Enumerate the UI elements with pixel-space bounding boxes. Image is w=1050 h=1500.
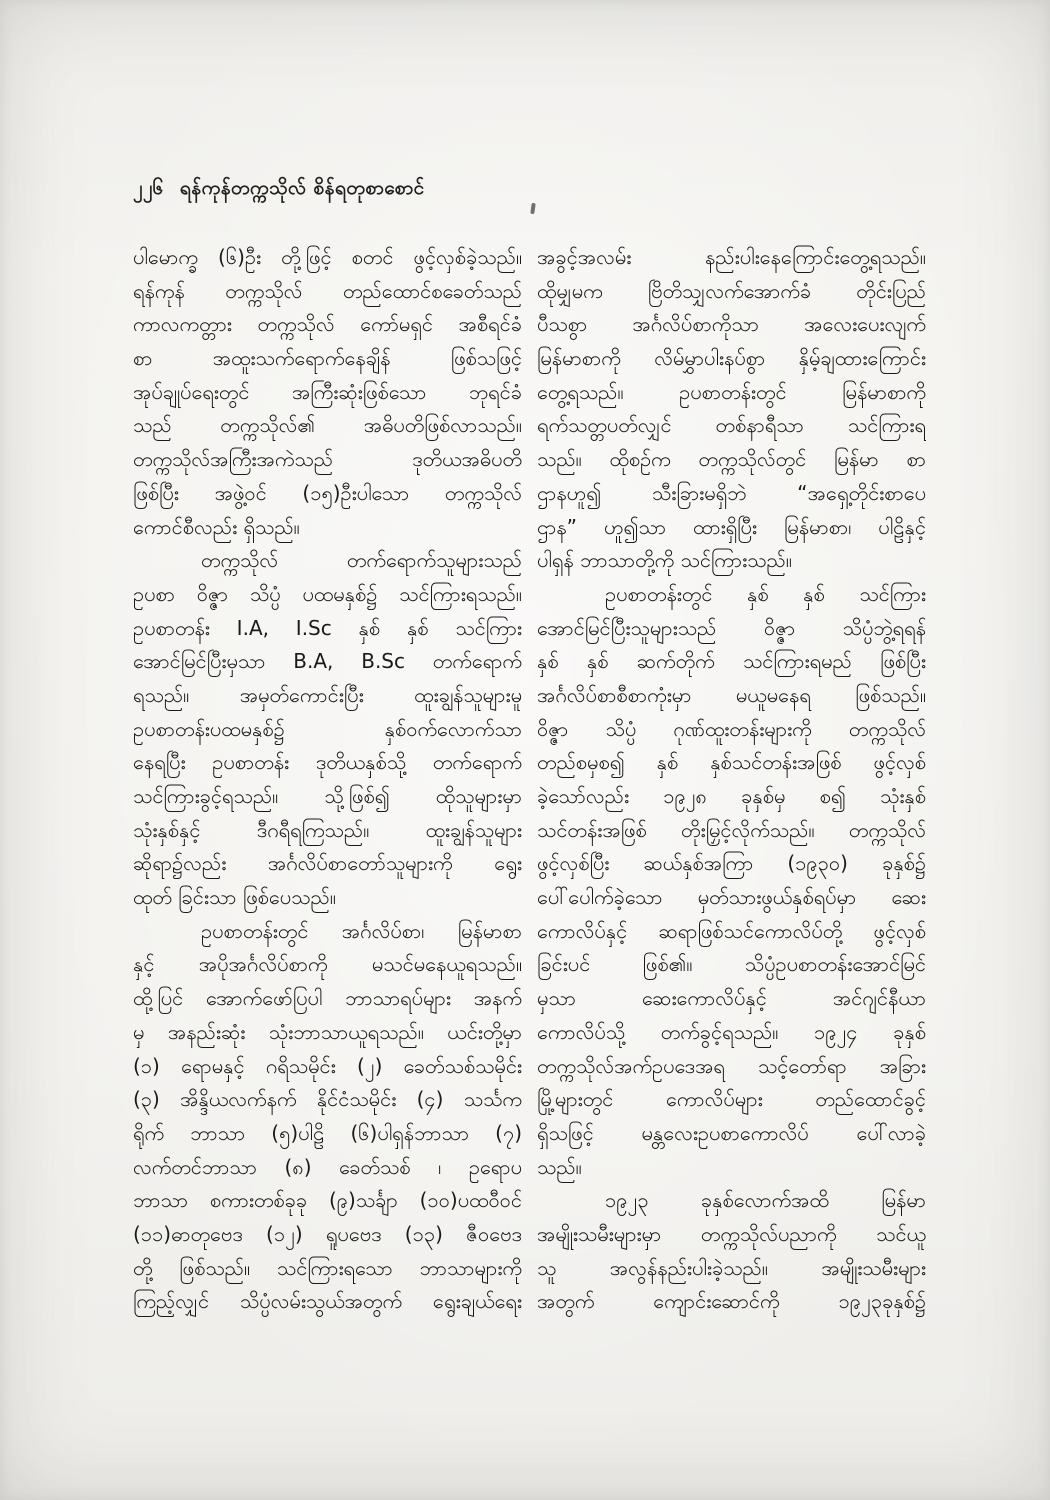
text-line: နှစ် နှစ် ဆက်တိုက် သင်ကြားရမည် ဖြစ်ပြီး <box>537 649 926 674</box>
header-title: ရန်ကုန်တက္ကသိုလ် စိန်ရတုစာစောင် <box>179 177 425 199</box>
text-line: ကြည့်လျှင် သိပ္ပံလမ်းသွယ်အတွက် ရွေးချယ်ရေး <box>133 1289 522 1314</box>
text-line: ရိုက် ဘာသာ (၅)ပါဠိ (၆)ပါရှန်ဘာသာ (၇) <box>133 1120 522 1145</box>
text-line: စာ အထူးသက်ရောက်နေချိန် ဖြစ်သဖြင့် <box>133 346 522 371</box>
text-line: သင်တန်းအဖြစ် တိုးမြှင့်လိုက်သည်။ တက္ကသိုလ် <box>537 817 926 842</box>
text-line: သည်။ <box>537 1154 582 1179</box>
text-line: ဆိုရာ၌လည်း အင်္ဂလိပ်စာတော်သူများကို ရွေး <box>133 851 522 876</box>
text-line: ဥပစာ ဝိဇ္ဇာ သိပ္ပံ ပထမနှစ်၌ သင်ကြားရသည်။ <box>133 581 522 606</box>
text-line: ကောင်စီလည်း ရှိသည်။ <box>133 514 300 539</box>
page-number: ၂၂၆ <box>133 177 164 199</box>
text-line: ကာလကတ္တား တက္ကသိုလ် ကော်မရှင် အစီရင်ခံ <box>133 312 522 337</box>
text-line: ထို့ပြင် အောက်ဖော်ပြပါ ဘာသာရပ်များ အနက် <box>133 986 522 1011</box>
text-line: တက္ကသိုလ်အက်ဥပဒေအရ သင့်တော်ရာ အခြား <box>537 1053 926 1078</box>
text-line: ပါရှန် ဘာသာတို့ကို သင်ကြားသည်။ <box>537 548 792 573</box>
text-line: အင်္ဂလိပ်စာစီစာကုံးမှာ မယူမနေရ ဖြစ်သည်။ <box>537 682 926 707</box>
text-line: သုံးနှစ်နှင့် ဒီဂရီရကြသည်။ ထူးချွန်သူများ <box>133 817 522 842</box>
text-line: ဖွင့်လှစ်ပြီး ဆယ်နှစ်အကြာ (၁၉၃၀) ခုနှစ်၌ <box>537 851 926 876</box>
text-line: ခဲ့သော်လည်း ၁၉၂၈ ခုနှစ်မှ စ၍ သုံးနှစ် <box>537 784 926 808</box>
text-line: ကောလိပ်သို့ တက်ခွင့်ရသည်။ ၁၉၂၄ ခုနှစ် <box>537 1019 926 1044</box>
text-line: မြို့များတွင် ကောလိပ်များ တည်ထောင်ခွင့် <box>537 1087 926 1112</box>
text-line: တို့ ဖြစ်သည်။ သင်ကြားရသော ဘာသာများကို <box>133 1255 522 1280</box>
left-column <box>133 241 522 1319</box>
text-line: အတွက် ကျောင်းဆောင်ကို ၁၉၂၃ခုနှစ်၌ <box>537 1289 926 1314</box>
text-line: မှ အနည်းဆုံး သုံးဘာသာယူရသည်။ ယင်းတို့မှာ <box>133 1019 522 1044</box>
text-line: မှသာ ဆေးကောလိပ်နှင့် အင်ဂျင်နီယာ <box>537 986 926 1011</box>
text-line: အမျိုးသမီးများမှာ တက္ကသိုလ်ပညာကို သင်ယူ <box>537 1221 926 1246</box>
text-line: တက္ကသိုလ်အကြီးအကဲသည် ဒုတိယအဓိပတိ <box>133 447 522 472</box>
text-line: သင်ကြားခွင့်ရသည်။ သို့ဖြစ်၍ ထိုသူများမှာ <box>133 784 522 808</box>
text-line: အောင်မြင်ပြီးသူများသည် ဝိဇ္ဇာ သိပ္ပံဘွဲ့ရရန် <box>537 615 926 640</box>
text-line: (၃) အိန္ဒိယလက်နက် နိုင်ငံသမိုင်း (၄) သင်္သက <box>133 1087 522 1112</box>
text-line: ထုတ် ခြင်းသာ ဖြစ်ပေသည်။ <box>133 885 336 910</box>
text-line: တွေ့ရသည်။ ဥပစာတန်းတွင် မြန်မာစာကို <box>537 379 926 404</box>
text-line: ဝိဇ္ဇာ သိပ္ပံ ဂုဏ်ထူးတန်းများကို တက္ကသိုလ် <box>537 716 926 741</box>
text-line: ပါမောက္ခ (၆)ဦး တို့ဖြင့် စတင် ဖွင့်လှစ်ခဲ့သည်။ <box>133 245 522 269</box>
text-line: ဥပစာတန်းတွင် အင်္ဂလိပ်စာ၊ မြန်မာစာ <box>201 918 522 943</box>
text-line: သည် တက္ကသိုလ်၏ အဓိပတိဖြစ်လာသည်။ <box>133 413 522 438</box>
page-header <box>133 176 425 204</box>
text-line: ရန်ကုန် တက္ကသိုလ် တည်ထောင်စခေတ်သည် <box>133 278 522 303</box>
text-line: ရက်သတ္တပတ်လျှင် တစ်နာရီသာ သင်ကြားရ <box>537 413 926 438</box>
text-line: ၁၉၂၃ ခုနှစ်လောက်အထိ မြန်မာ <box>605 1188 926 1213</box>
text-line: ဥပစာတန်းပထမနှစ်၌ နှစ်ဝက်လောက်သာ <box>133 716 522 741</box>
text-line: လက်တင်ဘာသာ (၈) ခေတ်သစ် ၊ ဥရောပ <box>133 1154 522 1179</box>
text-line: သူ အလွန်နည်းပါးခဲ့သည်။ အမျိုးသမီးများ <box>537 1255 926 1280</box>
right-column <box>537 241 926 1319</box>
text-line: ခြင်းပင် ဖြစ်၏။ သိပ္ပံဥပစာတန်းအောင်မြင် <box>537 952 926 977</box>
text-line: ဖြစ်ပြီး အဖွဲ့ဝင် (၁၅)ဦးပါသော တက္ကသိုလ် <box>133 480 522 505</box>
text-line: သည်။ ထိုစဉ်က တက္ကသိုလ်တွင် မြန်မာ စာ <box>537 447 926 472</box>
text-line: (၁) ရောမနှင့် ဂရိသမိုင်း (၂) ခေတ်သစ်သမိုင်း <box>133 1053 522 1078</box>
text-line: ဌာန” ဟူ၍သာ ထားရှိပြီး မြန်မာစာ၊ ပါဠိနှင့် <box>537 514 926 539</box>
text-line: တက္ကသိုလ် တက်ရောက်သူများသည် <box>201 548 522 573</box>
text-line: ရှိသဖြင့် မန္တလေးဥပစာကောလိပ် ပေါ်လာခဲ့ <box>537 1120 926 1145</box>
text-line: ရသည်။ အမှတ်ကောင်းပြီး ထူးချွန်သူများမူ <box>133 682 522 707</box>
text-line: ပီသစွာ အင်္ဂလိပ်စာကိုသာ အလေးပေးလျက် <box>537 312 926 337</box>
text-line: ကောလိပ်နှင့် ဆရာဖြစ်သင်ကောလိပ်တို့ ဖွင့်လှစ် <box>537 918 926 943</box>
text-line: မြန်မာစာကို လိမ်မွှာပါးနပ်စွာ နှိမ့်ချထားကြောင်း <box>537 346 926 371</box>
scan-artifact <box>530 203 535 214</box>
text-line: ပေါ်ပေါက်ခဲ့သော မှတ်သားဖွယ်နှစ်ရပ်မှာ ဆေး <box>537 885 926 910</box>
text-line: နေရပြီး ဥပစာတန်း ဒုတိယနှစ်သို့ တက်ရောက် <box>133 750 522 775</box>
text-line: အောင်မြင်ပြီးမှသာ B.A, B.Sc တက်ရောက် <box>133 649 522 674</box>
text-line: ဌာနဟူ၍ သီးခြားမရှိဘဲ “အရှေ့တိုင်းစာပေ <box>537 480 926 505</box>
text-line: ဥပစာတန်းတွင် နှစ် နှစ် သင်ကြား <box>605 581 926 606</box>
text-line: တည်စမှစ၍ နှစ် နှစ်သင်တန်းအဖြစ် ဖွင့်လှစ် <box>537 750 926 775</box>
text-line: နှင့် အပိုအင်္ဂလိပ်စာကို မသင်မနေယူရသည်။ <box>133 952 522 977</box>
text-line: အုပ်ချုပ်ရေးတွင် အကြီးဆုံးဖြစ်သော ဘုရင်ခံ <box>133 379 522 404</box>
text-line: ထိုမျှမက ဗြိတိသျှလက်အောက်ခံ တိုင်းပြည် <box>537 278 926 303</box>
text-line: ဘာသာ စကားတစ်ခုခု (၉)သင်္ချာ (၁၀)ပထဝီဝင် <box>133 1188 522 1213</box>
text-line: အခွင့်အလမ်း နည်းပါးနေကြောင်းတွေ့ရသည်။ <box>537 245 926 269</box>
text-line: (၁၁)ဓာတုဗေဒ (၁၂) ရူပဗေဒ (၁၃) ဇီဝဗေဒ <box>133 1221 522 1246</box>
text-line: ဥပစာတန်း I.A, I.Sc နှစ် နှစ် သင်ကြား <box>133 615 522 640</box>
